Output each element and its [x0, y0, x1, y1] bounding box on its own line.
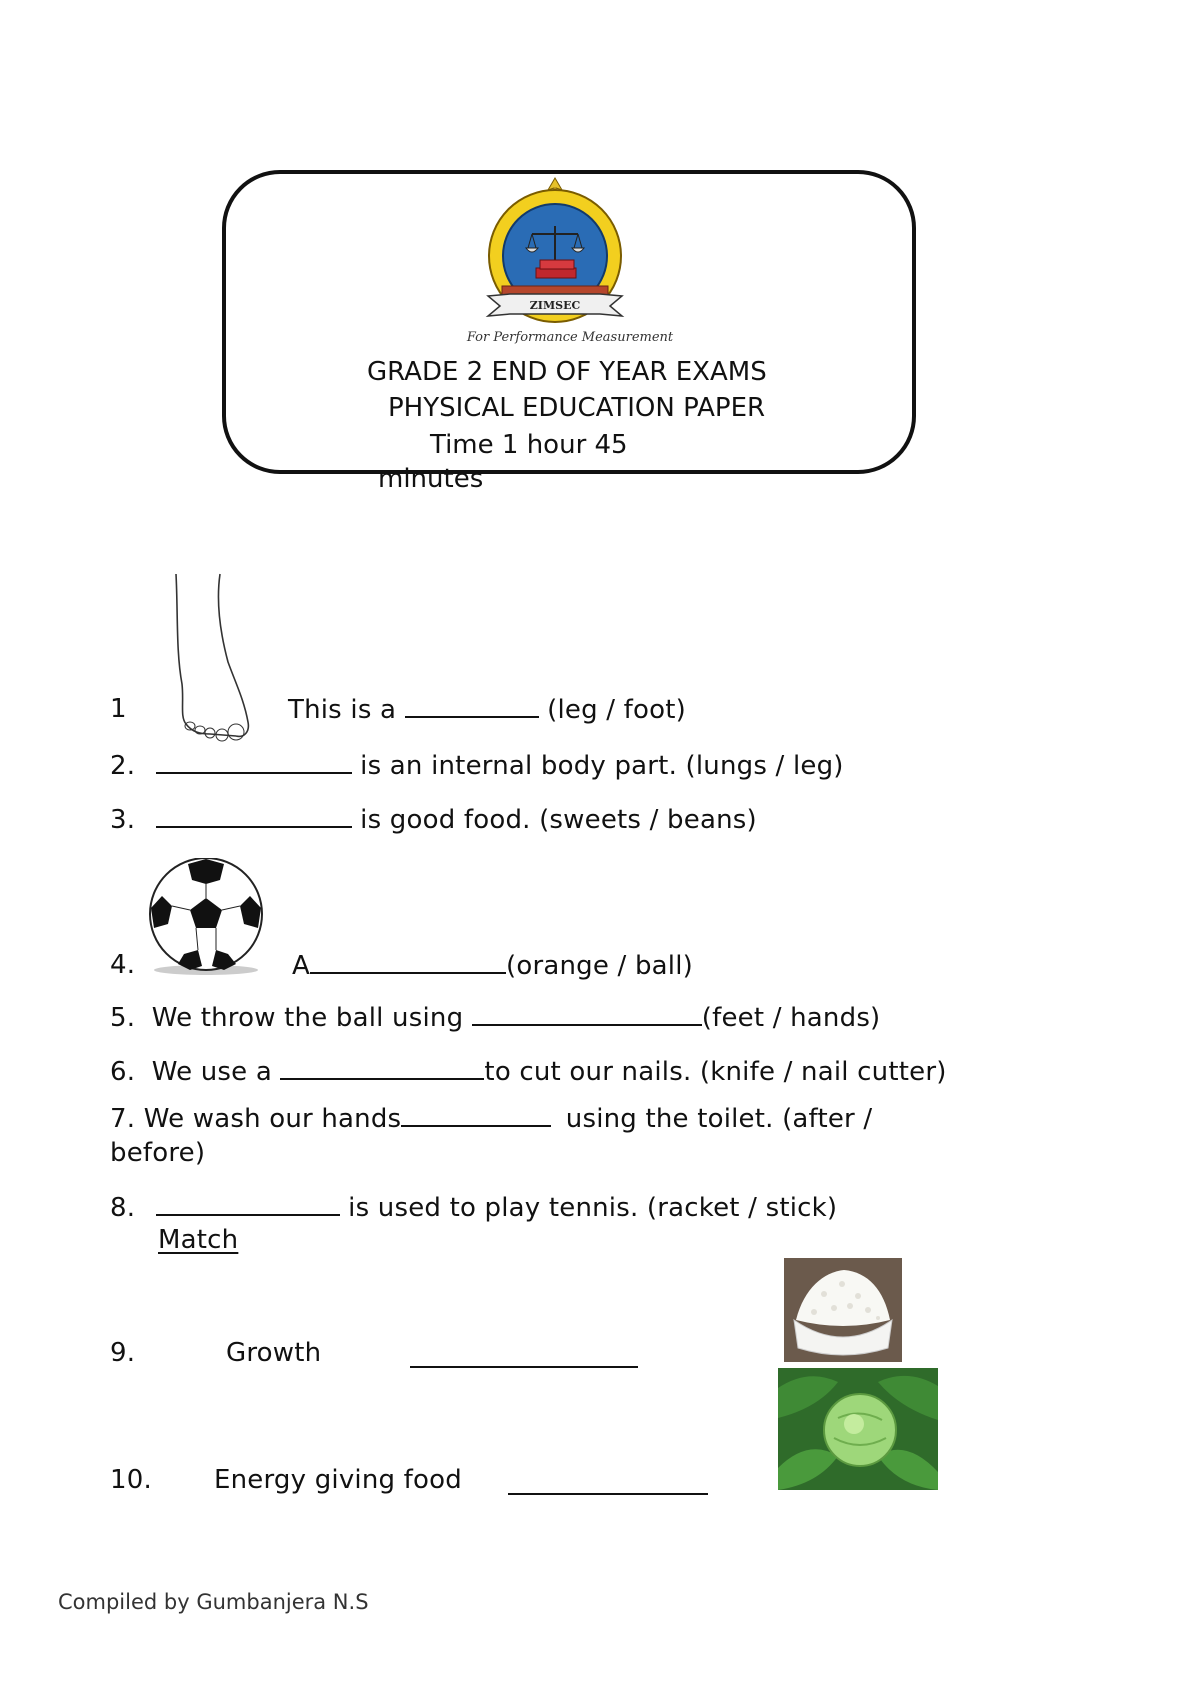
- question-7-cont: before): [110, 1138, 206, 1168]
- foot-drawing-icon: [170, 572, 260, 744]
- match-answer-line[interactable]: [508, 1471, 708, 1495]
- question-1: [110, 694, 127, 724]
- footer-credit: Compiled by Gumbanjera N.S: [58, 1590, 369, 1614]
- cabbage-icon: [778, 1368, 938, 1490]
- match-label-growth: Growth: [226, 1338, 322, 1368]
- foot-image: [170, 572, 260, 744]
- question-post: to cut our nails. (knife / nail cutter): [484, 1057, 947, 1087]
- question-pre: We wash our hands: [143, 1104, 402, 1134]
- question-2: [110, 750, 844, 781]
- question-number: 5.: [110, 1003, 136, 1033]
- question-post: is good food. (sweets / beans): [360, 805, 757, 835]
- question-7: [110, 1103, 872, 1134]
- question-pre: We use a: [151, 1057, 272, 1087]
- question-post: (leg / foot): [547, 695, 686, 725]
- question-post: is an internal body part. (lungs / leg): [360, 751, 844, 781]
- logo-motto: For Performance Measurement: [466, 330, 674, 345]
- question-3: [110, 804, 757, 835]
- answer-blank[interactable]: [156, 750, 352, 774]
- answer-blank[interactable]: [280, 1056, 484, 1080]
- question-pre: A: [292, 951, 310, 981]
- question-number: 6.: [110, 1057, 136, 1087]
- question-post: is used to play tennis. (racket / stick): [348, 1193, 838, 1223]
- answer-blank[interactable]: [156, 804, 352, 828]
- question-4: [110, 950, 135, 980]
- match-heading: Match: [158, 1225, 239, 1255]
- question-5: [110, 1002, 880, 1033]
- rice-bowl-icon: [784, 1258, 902, 1362]
- question-number: 7.: [110, 1104, 136, 1134]
- question-1-text: [288, 694, 686, 725]
- rice-image: [784, 1258, 902, 1362]
- zimsec-logo: [470, 176, 640, 326]
- soccer-ball-icon: [140, 858, 272, 976]
- question-pre: We throw the ball using: [151, 1003, 464, 1033]
- answer-blank[interactable]: [310, 950, 506, 974]
- exam-title: GRADE 2 END OF YEAR EXAMS: [367, 357, 767, 387]
- time-allowed-cont: minutes: [378, 464, 484, 494]
- time-allowed: Time 1 hour 45: [430, 430, 628, 460]
- question-number: 2.: [110, 751, 136, 781]
- zimsec-crest-icon: [470, 176, 640, 326]
- question-post: (orange / ball): [506, 951, 693, 981]
- logo-text: ZIMSEC: [529, 299, 581, 312]
- match-number: 10.: [110, 1465, 152, 1495]
- question-post: using the toilet. (after /: [565, 1104, 873, 1134]
- answer-blank[interactable]: [156, 1192, 340, 1216]
- match-item-10: [110, 1465, 152, 1495]
- question-4-text: [292, 950, 693, 981]
- cabbage-image: [778, 1368, 938, 1490]
- answer-blank[interactable]: [472, 1002, 702, 1026]
- answer-blank[interactable]: [405, 694, 539, 718]
- match-number: 9.: [110, 1338, 136, 1368]
- match-label-energy: Energy giving food: [214, 1465, 462, 1495]
- answer-blank[interactable]: [401, 1103, 551, 1127]
- question-8: [110, 1192, 837, 1223]
- ball-image: [140, 858, 272, 976]
- question-number: 1: [110, 694, 127, 724]
- question-pre: This is a: [288, 695, 397, 725]
- question-number: 4.: [110, 950, 136, 980]
- question-number: 8.: [110, 1193, 136, 1223]
- match-answer-line[interactable]: [410, 1344, 638, 1368]
- paper-title: PHYSICAL EDUCATION PAPER: [388, 393, 766, 423]
- question-post: (feet / hands): [701, 1003, 881, 1033]
- question-number: 3.: [110, 805, 136, 835]
- match-item-9: [110, 1338, 135, 1368]
- question-6: [110, 1056, 947, 1087]
